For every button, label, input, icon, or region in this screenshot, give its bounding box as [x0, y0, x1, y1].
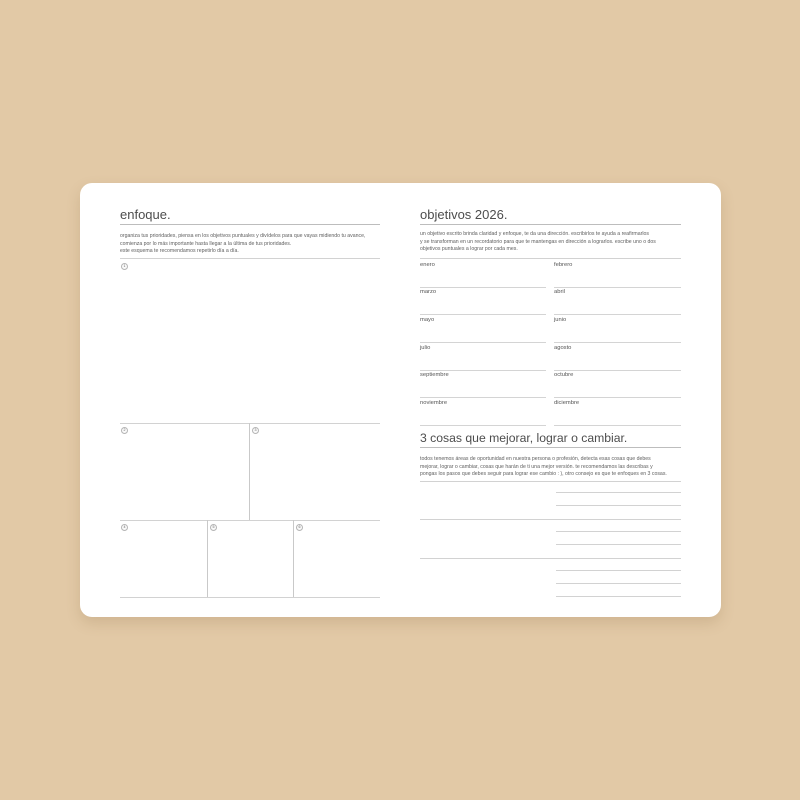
improve-step-line[interactable] [556, 531, 681, 532]
improve-step-line[interactable] [556, 570, 681, 571]
month-field-diciembre[interactable]: diciembre [554, 397, 681, 426]
priority-box-5[interactable] [209, 521, 293, 596]
improve-step-line[interactable] [556, 505, 681, 506]
month-field-mayo[interactable]: mayo [420, 314, 546, 343]
improve-rule [420, 558, 681, 559]
improve-step-line[interactable] [556, 583, 681, 584]
box-vertical-divider [249, 423, 250, 520]
month-field-agosto[interactable]: agosto [554, 342, 681, 371]
month-field-noviembre[interactable]: noviembre [420, 397, 546, 426]
month-field-enero[interactable]: enero [420, 259, 546, 288]
focus-description: organiza tus prioridades, piensa en los objetivos puntuales y divídelos para que vayas midiendo tu avance, comienza por lo más importante hasta llegar a la última de tus prioridades. este esquema te recomendamos repetirlo día a día. [120, 233, 366, 255]
page-title: enfoque. [120, 207, 171, 222]
month-field-febrero[interactable]: febrero [554, 259, 681, 288]
month-field-julio[interactable]: julio [420, 342, 546, 371]
priority-box-1[interactable] [120, 260, 380, 423]
month-field-octubre[interactable]: octubre [554, 369, 681, 398]
box-number: 4 [121, 524, 128, 531]
bottom-rule [120, 597, 380, 598]
improve-rule [420, 519, 681, 520]
title-rule [120, 224, 380, 225]
objectives-description: un objetivo escrito brinda claridad y enfoque, te da una dirección. escribirlos te ayuda a reafirmarlos y se transforman en un recordatorio para que te mantengas en dirección a lograrlos. escribe uno o dos objetivos puntuales a lograr por cada mes. [420, 231, 656, 253]
box-number: 5 [210, 524, 217, 531]
improve-step-line[interactable] [556, 544, 681, 545]
month-field-junio[interactable]: junio [554, 314, 681, 343]
box-vertical-divider [207, 520, 208, 597]
left-page [120, 183, 380, 617]
box-number: 3 [252, 427, 259, 434]
improve-rule [420, 481, 681, 482]
title-rule [420, 447, 681, 448]
month-field-septiembre[interactable]: septiembre [420, 369, 546, 398]
improve-description: todos tenemos áreas de oportunidad en nuestra persona o profesión, detecta esas cosas que debes mejorar, lograr o cambiar, cosas que harán de ti una mejor versión. te recomendamos las describas y pongas los pasos que debes seguir para lograr ese cambio : ), otro consejo es que te enfoques en 3 cosas. [420, 456, 667, 478]
improve-step-line[interactable] [556, 492, 681, 493]
planner-spread [80, 183, 721, 617]
improve-title: 3 cosas que mejorar, lograr o cambiar. [420, 431, 628, 445]
priority-box-6[interactable] [295, 521, 380, 596]
box-number: 6 [296, 524, 303, 531]
priority-box-2[interactable] [120, 424, 249, 519]
objectives-title: objetivos 2026. [420, 207, 508, 222]
improve-step-line[interactable] [556, 596, 681, 597]
month-field-abril[interactable]: abril [554, 286, 681, 315]
box-vertical-divider [293, 520, 294, 597]
description-rule [120, 258, 380, 259]
priority-box-3[interactable] [251, 424, 380, 519]
right-page [420, 183, 681, 617]
box-number: 1 [121, 263, 128, 270]
month-field-marzo[interactable]: marzo [420, 286, 546, 315]
box-number: 2 [121, 427, 128, 434]
title-rule [420, 224, 681, 225]
priority-box-4[interactable] [120, 521, 207, 596]
